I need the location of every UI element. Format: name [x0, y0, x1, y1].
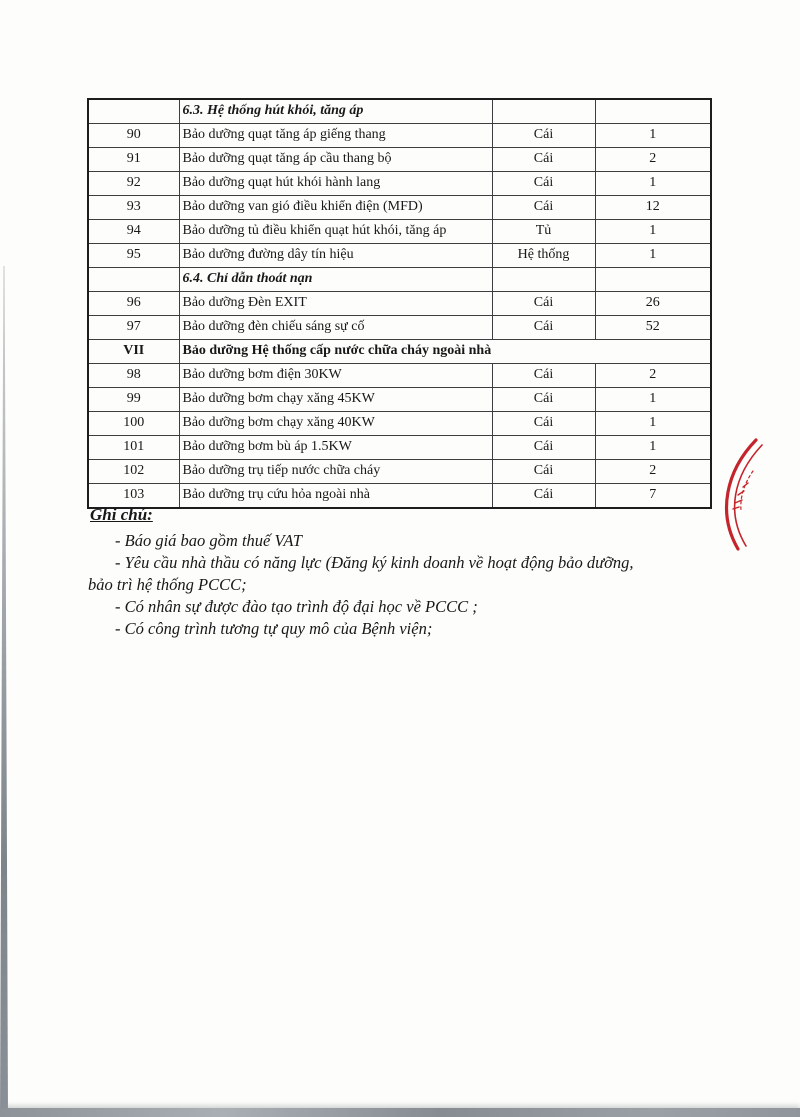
scan-artifact-bottom-edge [0, 1108, 800, 1117]
unit-cell: Cái [492, 388, 595, 412]
unit-cell: Cái [492, 364, 595, 388]
row-number-cell: 99 [88, 388, 179, 412]
table-row [88, 316, 711, 340]
unit-cell: Hệ thống [492, 244, 595, 268]
unit-cell [492, 99, 595, 124]
table-row [88, 172, 711, 196]
row-number-cell: VII [88, 340, 179, 364]
quantity-cell: 1 [595, 436, 711, 460]
quantity-cell: 52 [595, 316, 711, 340]
table-row [88, 460, 711, 484]
unit-cell: Cái [492, 460, 595, 484]
quantity-cell: 12 [595, 196, 711, 220]
table-row [88, 292, 711, 316]
item-name-cell: Bảo dưỡng trụ tiếp nước chữa cháy [179, 460, 492, 484]
unit-cell: Cái [492, 292, 595, 316]
row-number-cell: 94 [88, 220, 179, 244]
item-name-cell: Bảo dưỡng Đèn EXIT [179, 292, 492, 316]
table-row [88, 364, 711, 388]
quantity-cell: 7 [595, 484, 711, 509]
quantity-cell [595, 268, 711, 292]
notes-lines [88, 530, 748, 640]
subsection-row [88, 99, 711, 124]
quantity-cell: 2 [595, 364, 711, 388]
quantity-cell: 1 [595, 220, 711, 244]
row-number-cell: 95 [88, 244, 179, 268]
row-number-cell: 92 [88, 172, 179, 196]
item-name-cell: 6.3. Hệ thống hút khói, tăng áp [179, 99, 492, 124]
unit-cell [492, 268, 595, 292]
quantity-cell: 1 [595, 412, 711, 436]
note-line: - Có công trình tương tự quy mô của Bệnh viện; [115, 619, 433, 638]
row-number-cell: 97 [88, 316, 179, 340]
note-line: bảo trì hệ thống PCCC; [88, 575, 247, 594]
table-row [88, 196, 711, 220]
unit-cell: Cái [492, 484, 595, 509]
quantity-cell: 1 [595, 388, 711, 412]
item-name-cell: Bảo dưỡng bơm chạy xăng 45KW [179, 388, 492, 412]
notes-heading: Ghi chú: [90, 505, 153, 524]
row-number-cell: 91 [88, 148, 179, 172]
unit-cell: Tủ [492, 220, 595, 244]
row-number-cell: 100 [88, 412, 179, 436]
quantity-cell: 2 [595, 460, 711, 484]
unit-cell: Cái [492, 412, 595, 436]
quantity-cell: 1 [595, 172, 711, 196]
table-row [88, 244, 711, 268]
unit-cell: Cái [492, 436, 595, 460]
unit-cell: Cái [492, 124, 595, 148]
maintenance-table-body [88, 99, 711, 508]
item-name-cell: Bảo dưỡng bơm bù áp 1.5KW [179, 436, 492, 460]
note-line: - Báo giá bao gồm thuế VAT [115, 531, 302, 550]
item-name-cell: Bảo dưỡng bơm điện 30KW [179, 364, 492, 388]
item-name-cell: Bảo dưỡng van gió điều khiển điện (MFD) [179, 196, 492, 220]
item-name-cell: Bảo dưỡng tủ điều khiển quạt hút khói, tăng áp [179, 220, 492, 244]
row-number-cell: 90 [88, 124, 179, 148]
item-name-cell: Bảo dưỡng quạt hút khói hành lang [179, 172, 492, 196]
item-name-cell: 6.4. Chỉ dẫn thoát nạn [179, 268, 492, 292]
row-number-cell [88, 268, 179, 292]
item-name-cell: Bảo dưỡng Hệ thống cấp nước chữa cháy ngoài nhà [179, 340, 711, 364]
row-number-cell [88, 99, 179, 124]
table-row [88, 436, 711, 460]
row-number-cell: 102 [88, 460, 179, 484]
note-line: - Có nhân sự được đào tạo trình độ đại học về PCCC ; [115, 597, 478, 616]
item-name-cell: Bảo dưỡng đường dây tín hiệu [179, 244, 492, 268]
row-number-cell: 98 [88, 364, 179, 388]
item-name-cell: Bảo dưỡng đèn chiếu sáng sự cố [179, 316, 492, 340]
maintenance-table [87, 98, 712, 509]
table-row [88, 388, 711, 412]
unit-cell: Cái [492, 196, 595, 220]
subsection-row [88, 268, 711, 292]
quantity-cell [595, 99, 711, 124]
unit-cell: Cái [492, 172, 595, 196]
unit-cell: Cái [492, 148, 595, 172]
quantity-cell: 1 [595, 244, 711, 268]
item-name-cell: Bảo dưỡng quạt tăng áp giếng thang [179, 124, 492, 148]
item-name-cell: Bảo dưỡng trụ cứu hỏa ngoài nhà [179, 484, 492, 509]
quantity-cell: 2 [595, 148, 711, 172]
item-name-cell: Bảo dưỡng quạt tăng áp cầu thang bộ [179, 148, 492, 172]
row-number-cell: 93 [88, 196, 179, 220]
scan-artifact-left-edge [0, 266, 8, 1117]
row-number-cell: 96 [88, 292, 179, 316]
notes-section [88, 505, 748, 640]
quantity-cell: 26 [595, 292, 711, 316]
table-row [88, 220, 711, 244]
table-row [88, 148, 711, 172]
row-number-cell: 101 [88, 436, 179, 460]
red-stamp-fragment-icon [702, 437, 777, 552]
table-row [88, 412, 711, 436]
section-row [88, 340, 711, 364]
table-row [88, 124, 711, 148]
note-line: - Yêu cầu nhà thầu có năng lực (Đăng ký kinh doanh về hoạt động bảo dưỡng, [115, 553, 634, 572]
unit-cell: Cái [492, 316, 595, 340]
item-name-cell: Bảo dưỡng bơm chạy xăng 40KW [179, 412, 492, 436]
row-number-cell: 103 [88, 484, 179, 509]
quantity-cell: 1 [595, 124, 711, 148]
